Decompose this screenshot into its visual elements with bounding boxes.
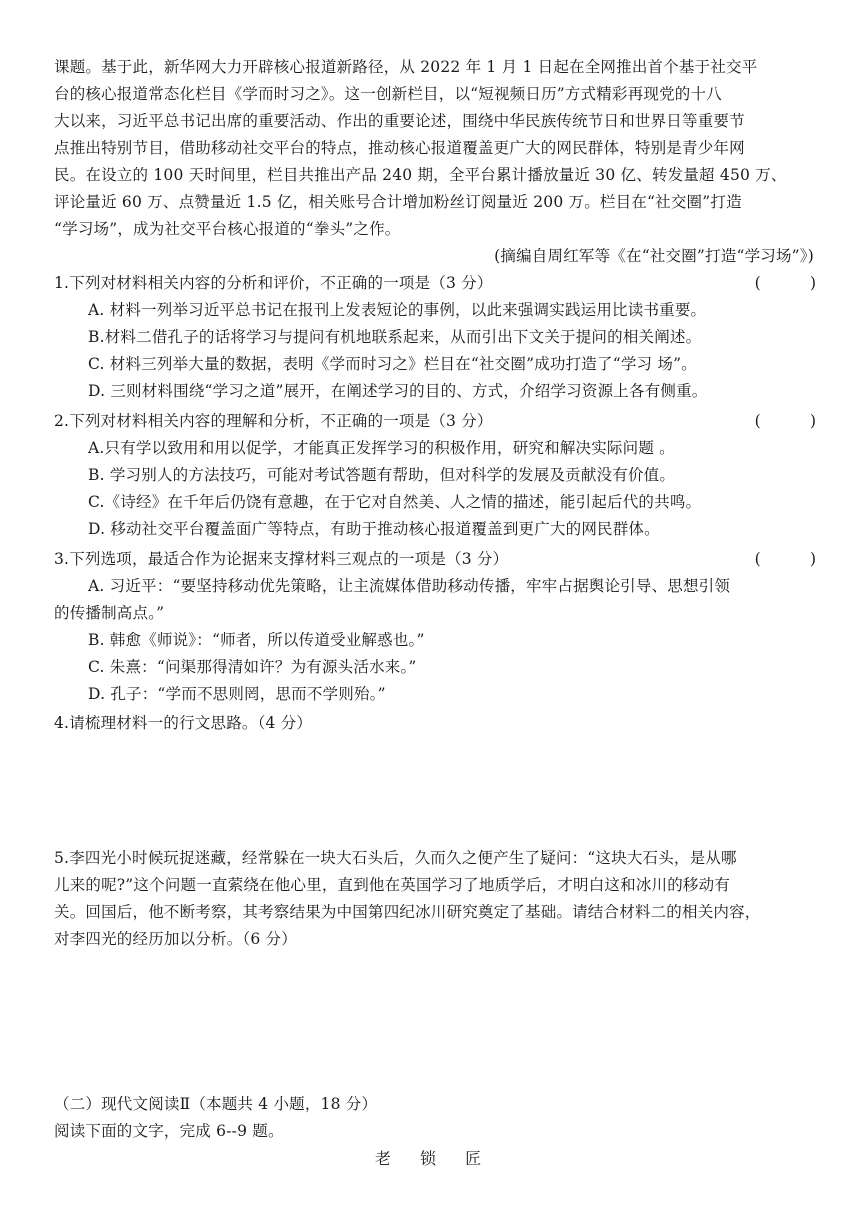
question-2-answer-blank: ( ) <box>754 412 816 430</box>
passage-line: 台的核心报道常态化栏目《学而时习之》。这一创新栏目，以“短视频日历”方式精彩再现党的十八 <box>54 85 722 103</box>
passage-line: “学习场”，成为社交平台核心报道的“拳头”之作。 <box>54 220 401 238</box>
question-1-option-c: C. 材料三列举大量的数据，表明《学而时习之》栏目在“社交圈”成功打造了“学习 场”。 <box>88 355 697 373</box>
question-3-option-d: D. 孔子：“学而不思则罔，思而不学则殆。” <box>88 685 386 703</box>
story-title: 老 锁 匠 <box>374 1149 494 1168</box>
question-3-option-b: B. 韩愈《师说》：“师者，所以传道受业解惑也。” <box>88 631 425 649</box>
question-3-answer-blank: ( ) <box>754 550 816 568</box>
question-5-line: 儿来的呢?”这个问题一直萦绕在他心里，直到他在英国学习了地质学后，才明白这和冰川的移动有 <box>54 876 731 894</box>
question-1-option-a: A. 材料一列举习近平总书记在报刊上发表短论的事例，以此来强调实践运用比读书重要。 <box>88 301 707 319</box>
question-5-line: 关。回国后，他不断考察，其考察结果为中国第四纪冰川研究奠定了基础。请结合材料二的相关内容， <box>54 903 761 921</box>
question-2-option-a: A.只有学以致用和用以促学，才能真正发挥学习的积极作用，研究和解决实际问题 。 <box>88 439 675 457</box>
question-1-option-d: D. 三则材料围绕“学习之道”展开，在阐述学习的目的、方式，介绍学习资源上各有侧重。 <box>88 382 708 400</box>
passage-line: 评论量近 60 万、点赞量近 1.5 亿，相关账号合计增加粉丝订阅量近 200 万。栏目在“社交圈”打造 <box>54 193 742 211</box>
question-2-option-d: D. 移动社交平台覆盖面广等特点，有助于推动核心报道覆盖到更广大的网民群体。 <box>88 520 660 538</box>
question-3-option-a-cont: 的传播制高点。” <box>54 604 165 622</box>
question-1-stem: 1.下列对材料相关内容的分析和评价，不正确的一项是（3 分） <box>54 274 493 292</box>
passage-line: 课题。基于此，新华网大力开辟核心报道新路径，从 2022 年 1 月 1 日起在全网推出首个基于社交平 <box>54 58 758 76</box>
question-1-answer-blank: ( ) <box>754 274 816 292</box>
question-2-stem: 2.下列对材料相关内容的理解和分析，不正确的一项是（3 分） <box>54 412 493 430</box>
question-2-option-b: B. 学习别人的方法技巧，可能对考试答题有帮助，但对科学的发展及贡献没有价值。 <box>88 466 676 484</box>
question-3-option-c: C. 朱熹：“问渠那得清如许？为有源头活水来。” <box>88 658 417 676</box>
question-5-line: 对李四光的经历加以分析。（6 分） <box>54 930 297 948</box>
question-5-line: 5.李四光小时候玩捉迷藏，经常躲在一块大石头后，久而久之便产生了疑问：“这块大石头，是从哪 <box>54 849 737 867</box>
section-instruction: 阅读下面的文字，完成 6--9 题。 <box>54 1122 284 1140</box>
passage-line: 大以来，习近平总书记出席的重要活动、作出的重要论述，围绕中华民族传统节日和世界日等重要节 <box>54 112 745 130</box>
question-4-stem: 4.请梳理材料一的行文思路。（4 分） <box>54 714 313 732</box>
passage-line: 点推出特别节目，借助移动社交平台的特点，推动核心报道覆盖更广大的网民群体，特别是青少年网 <box>54 139 745 157</box>
question-2-option-c: C.《诗经》在千年后仍饶有意趣，在于它对自然美、人之情的描述，能引起后代的共鸣。 <box>88 493 702 511</box>
section-heading: （二）现代文阅读Ⅱ（本题共 4 小题，18 分） <box>54 1095 378 1113</box>
passage-source: (摘编自周红军等《在“社交圈”打造“学习场”》) <box>494 247 814 265</box>
question-3-stem: 3.下列选项，最适合作为论据来支撑材料三观点的一项是（3 分） <box>54 550 509 568</box>
question-3-option-a: A. 习近平：“要坚持移动优先策略，让主流媒体借助移动传播，牢牢占据舆论引导、思想引领 <box>88 577 731 595</box>
question-1-option-b: B.材料二借孔子的话将学习与提问有机地联系起来，从而引出下文关于提问的相关阐述。 <box>88 328 702 346</box>
passage-line: 民。在设立的 100 天时间里，栏目共推出产品 240 期，全平台累计播放量近 30 亿、转发量超 450 万、 <box>54 166 787 184</box>
